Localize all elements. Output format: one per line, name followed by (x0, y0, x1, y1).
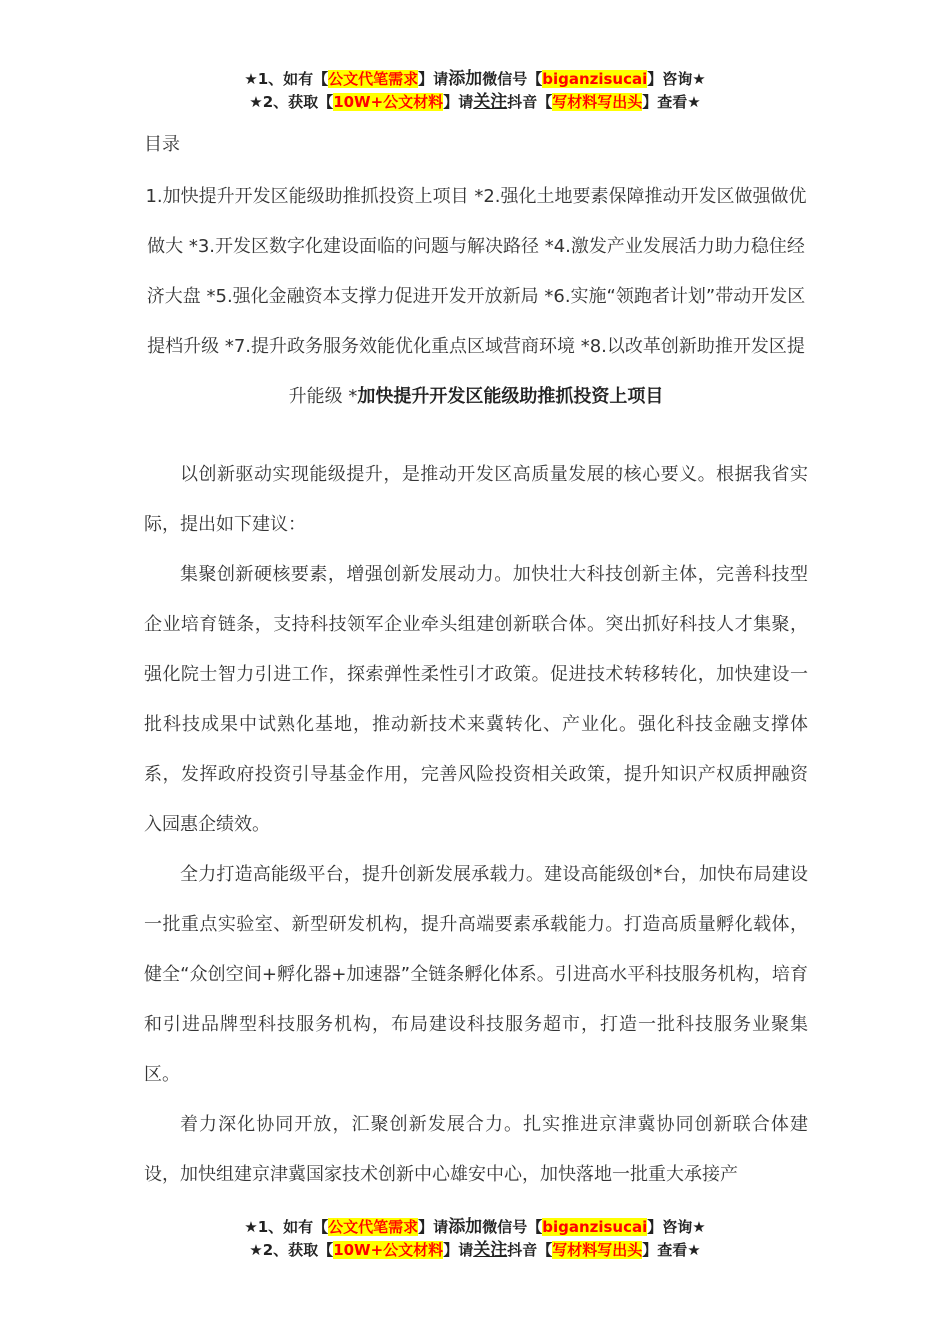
promo-text: ★1、如有【 (244, 70, 329, 88)
promo-highlight: 10W+公文材料 (333, 1241, 444, 1259)
promo-line-2 (0, 1239, 950, 1262)
douyin-account-highlight: 写材料写出头 (552, 93, 643, 111)
paragraph-3: 全力打造高能级平台，提升创新发展承载力。建设高能级创*台，加快布局建设一批重点实验室、新型研发机构，提升高端要素承载能力。打造高质量孵化载体，健全“众创空间+孵化器+加速器”全链条孵化体系。引进高水平科技服务机构，培育和引进品牌型科技服务机构，布局建设科技服务超市，打造一批科技服务业聚集区。 (144, 864, 808, 1085)
toc-items: 1.加快提升开发区能级助推抓投资上项目 *2.强化土地要素保障推动开发区做强做优做大 *3.开发区数字化建设面临的问题与解决路径 *4.激发产业发展活力助力稳住经济大盘 *5.强化金融资本支撑力促进开发开放新局 *6.实施“领跑者计划”带动开发区提档升级 *7.提升政务服务效能优化重点区域营商环境 *8.以改革创新助推开发区提升能级 * (145, 186, 807, 407)
promo-text: 】查看★ (642, 93, 701, 111)
toc-title: 目录 (144, 134, 180, 155)
promo-line-1 (0, 68, 950, 91)
promo-text: 添加 (448, 69, 483, 89)
promo-text: 关注 (473, 1240, 508, 1260)
wechat-id-highlight: biganzisucai (542, 70, 648, 88)
promo-text: 抖音【 (507, 1241, 553, 1259)
promo-text: 抖音【 (507, 93, 553, 111)
promo-line-1 (0, 1216, 950, 1239)
promo-highlight: 10W+公文材料 (333, 93, 444, 111)
paragraph-2: 集聚创新硬核要素，增强创新发展动力。加快壮大科技创新主体，完善科技型企业培育链条，支持科技领军企业牵头组建创新联合体。突出抓好科技人才集聚，强化院士智力引进工作，探索弹性柔性引才政策。促进技术转移转化，加快建设一批科技成果中试熟化基地，推动新技术来冀转化、产业化。强化科技金融支撑体系，发挥政府投资引导基金作用，完善风险投资相关政策，提升知识产权质押融资入园惠企绩效。 (144, 564, 808, 835)
promo-text: ★1、如有【 (244, 1218, 329, 1236)
paragraph-4: 着力深化协同开放，汇聚创新发展合力。扎实推进京津冀协同创新联合体建设，加快组建京津冀国家技术创新中心雄安中心，加快落地一批重大承接产 (144, 1114, 808, 1185)
promo-banner-bottom (0, 1216, 950, 1262)
section-heading: 加快提升开发区能级助推抓投资上项目 (357, 386, 664, 407)
document-body (144, 130, 808, 1200)
douyin-account-highlight: 写材料写出头 (552, 1241, 643, 1259)
promo-text: 添加 (448, 1217, 483, 1237)
promo-text: 】请 (443, 1241, 474, 1259)
promo-text: ★2、获取【 (249, 1241, 334, 1259)
promo-text: 】查看★ (642, 1241, 701, 1259)
promo-text: 关注 (473, 92, 508, 112)
promo-text: 微信号【 (482, 70, 543, 88)
promo-text: 】请 (418, 70, 449, 88)
promo-text: ★2、获取【 (249, 93, 334, 111)
spacer (144, 422, 808, 450)
promo-text: 微信号【 (482, 1218, 543, 1236)
promo-text: 】咨询★ (647, 1218, 706, 1236)
toc-list (144, 172, 808, 422)
promo-text: 】请 (418, 1218, 449, 1236)
wechat-id-highlight: biganzisucai (542, 1218, 648, 1236)
promo-text: 】请 (443, 93, 474, 111)
promo-highlight: 公文代笔需求 (328, 70, 419, 88)
promo-banner-top (0, 68, 950, 114)
promo-highlight: 公文代笔需求 (328, 1218, 419, 1236)
promo-text: 】咨询★ (647, 70, 706, 88)
paragraph-1: 以创新驱动实现能级提升，是推动开发区高质量发展的核心要义。根据我省实际，提出如下建议： (144, 464, 808, 535)
promo-line-2 (0, 91, 950, 114)
